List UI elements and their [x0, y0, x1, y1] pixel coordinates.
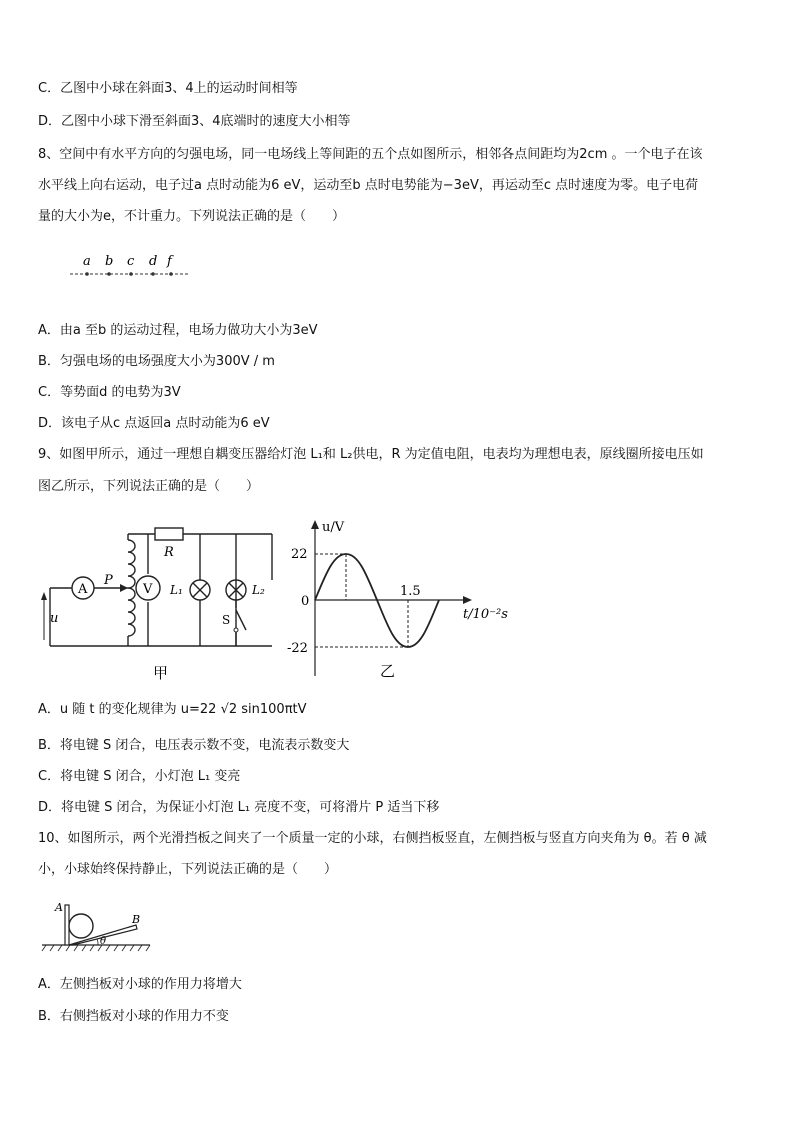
- label-d: d: [149, 254, 158, 269]
- point-c: [129, 272, 133, 276]
- q10-figure: [40, 895, 160, 957]
- y-axis-label: u/V: [322, 520, 345, 535]
- y-max-label: 22: [291, 547, 308, 562]
- q9-option-c: C．将电键 S 闭合，小灯泡 L₁ 变亮: [38, 769, 241, 784]
- slider-arrow: [120, 584, 128, 592]
- circuit-caption: 甲: [153, 664, 169, 682]
- resistor-label: R: [164, 545, 174, 560]
- ammeter-label: A: [78, 582, 88, 597]
- point-d: [151, 272, 155, 276]
- q10-option-a: A．左侧挡板对小球的作用力将增大: [38, 977, 242, 992]
- q8-option-d: D．该电子从c 点返回a 点时动能为6 eV: [38, 416, 270, 431]
- angle-label: θ: [100, 936, 107, 947]
- switch-contact: [234, 628, 238, 632]
- switch-label: S: [222, 613, 231, 627]
- q8-field-line-figure: [60, 250, 200, 284]
- q9-circuit-figure: [40, 518, 290, 686]
- point-a: [85, 272, 89, 276]
- q9-option-a: A．u 随 t 的变化规律为 u=22 √2 sin100πtV: [38, 702, 307, 717]
- label-b: b: [105, 254, 114, 269]
- q9-option-b: B．将电键 S 闭合，电压表示数不变，电流表示数变大: [38, 738, 350, 753]
- label-c: c: [127, 254, 135, 269]
- y-min-label: -22: [287, 641, 308, 656]
- q8-option-c: C．等势面d 的电势为3V: [38, 385, 181, 400]
- q9-stem-line1: 9、如图甲所示，通过一理想自耦变压器给灯泡 L₁和 L₂供电，R 为定值电阻，电表均为理想电表，原线圈所接电压如: [38, 447, 704, 462]
- label-f: f: [167, 254, 172, 269]
- label-b: B: [132, 913, 141, 926]
- ball: [69, 914, 93, 938]
- q8-option-a: A．由a 至b 的运动过程，电场力做功大小为3eV: [38, 323, 318, 338]
- graph-caption: 乙: [380, 662, 396, 680]
- q7-option-d: D．乙图中小球下滑至斜面3、4底端时的速度大小相等: [38, 114, 351, 129]
- label-a: A: [55, 901, 63, 914]
- q9-stem-line2: 图乙所示，下列说法正确的是（ ）: [38, 479, 260, 494]
- x-axis-label: t/10⁻²s: [463, 607, 508, 622]
- q9-option-d: D．将电键 S 闭合，为保证小灯泡 L₁ 亮度不变，可将滑片 P 适当下移: [38, 800, 440, 815]
- zero-label: 0: [301, 594, 310, 609]
- q9-voltage-graph: [280, 516, 520, 686]
- q8-stem-line3: 量的大小为e，不计重力。下列说法正确的是（ ）: [38, 209, 345, 224]
- label-a: a: [83, 254, 91, 269]
- t-tick-label: 1.5: [400, 584, 421, 599]
- voltmeter-label: V: [143, 582, 153, 597]
- lamp2-label: L₂: [252, 583, 265, 597]
- lamp1-label: L₁: [170, 583, 183, 597]
- q10-stem-line1: 10、如图所示，两个光滑挡板之间夹了一个质量一定的小球，右侧挡板竖直，左侧挡板与竖直方向夹角为 θ。若 θ 减: [38, 831, 707, 846]
- q10-option-b: B．右侧挡板对小球的作用力不变: [38, 1009, 229, 1024]
- tap-label: P: [104, 573, 113, 588]
- q7-option-c: C．乙图中小球在斜面3、4上的运动时间相等: [38, 81, 298, 96]
- point-b: [107, 272, 111, 276]
- point-f: [169, 272, 173, 276]
- q10-stem-line2: 小，小球始终保持静止，下列说法正确的是（ ）: [38, 862, 338, 877]
- q8-stem-line2: 水平线上向右运动，电子过a 点时动能为6 eV，运动至b 点时电势能为−3eV，再运动至c 点时速度为零。电子电荷: [38, 178, 699, 193]
- q8-option-b: B．匀强电场的电场强度大小为300V / m: [38, 354, 275, 369]
- input-label: u: [50, 611, 59, 626]
- q8-stem-line1: 8、空间中有水平方向的匀强电场，同一电场线上等间距的五个点如图所示，相邻各点间距均为2cm 。一个电子在该: [38, 147, 703, 162]
